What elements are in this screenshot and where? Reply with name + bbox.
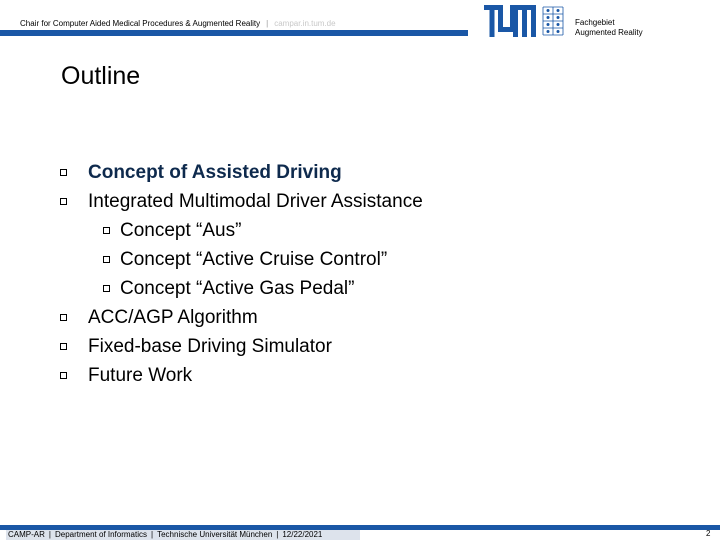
- footer-separator: |: [276, 530, 279, 539]
- footer-date: 12/22/2021: [282, 530, 323, 539]
- square-bullet-icon: [103, 227, 110, 234]
- header-bar: [0, 30, 468, 36]
- outline-item-text: Future Work: [88, 365, 193, 386]
- header-chair-line: [20, 19, 336, 28]
- square-bullet-icon: [60, 372, 67, 379]
- square-bullet-icon: [60, 343, 67, 350]
- square-bullet-icon: [103, 285, 110, 292]
- chair-dot-matrix-logo: [541, 5, 565, 37]
- header-separator: |: [266, 19, 269, 28]
- outline-subitem-text: Concept “Active Gas Pedal”: [120, 278, 355, 299]
- page-number: 2: [706, 529, 711, 538]
- footer-separator: |: [48, 530, 51, 539]
- footer-separator: |: [151, 530, 154, 539]
- chair-caption: [575, 18, 643, 38]
- outline-item-text: Concept of Assisted Driving: [88, 162, 342, 183]
- outline-item-text: Integrated Multimodal Driver Assistance: [88, 191, 423, 212]
- outline-item-text: Fixed-base Driving Simulator: [88, 336, 332, 357]
- chair-caption-line1: Fachgebiet: [575, 18, 615, 27]
- square-bullet-icon: [60, 169, 67, 176]
- square-bullet-icon: [60, 314, 67, 321]
- chair-caption-line2: Augmented Reality: [575, 28, 643, 37]
- outline-subitem-text: Concept “Active Cruise Control”: [120, 249, 388, 270]
- slide-title: Outline: [61, 62, 141, 90]
- chair-name: Chair for Computer Aided Medical Procedures & Augmented Reality: [20, 19, 261, 28]
- footer-group: CAMP-AR: [8, 530, 45, 539]
- header-url-link[interactable]: campar.in.tum.de: [274, 19, 336, 28]
- footer-info: [6, 530, 360, 540]
- square-bullet-icon: [60, 198, 67, 205]
- footer-department: Department of Informatics: [54, 530, 148, 539]
- outline-subitem-text: Concept “Aus”: [120, 220, 242, 241]
- footer-university: Technische Universität München: [157, 530, 273, 539]
- square-bullet-icon: [103, 256, 110, 263]
- tum-logo: [484, 5, 536, 37]
- outline-item-text: ACC/AGP Algorithm: [88, 307, 258, 328]
